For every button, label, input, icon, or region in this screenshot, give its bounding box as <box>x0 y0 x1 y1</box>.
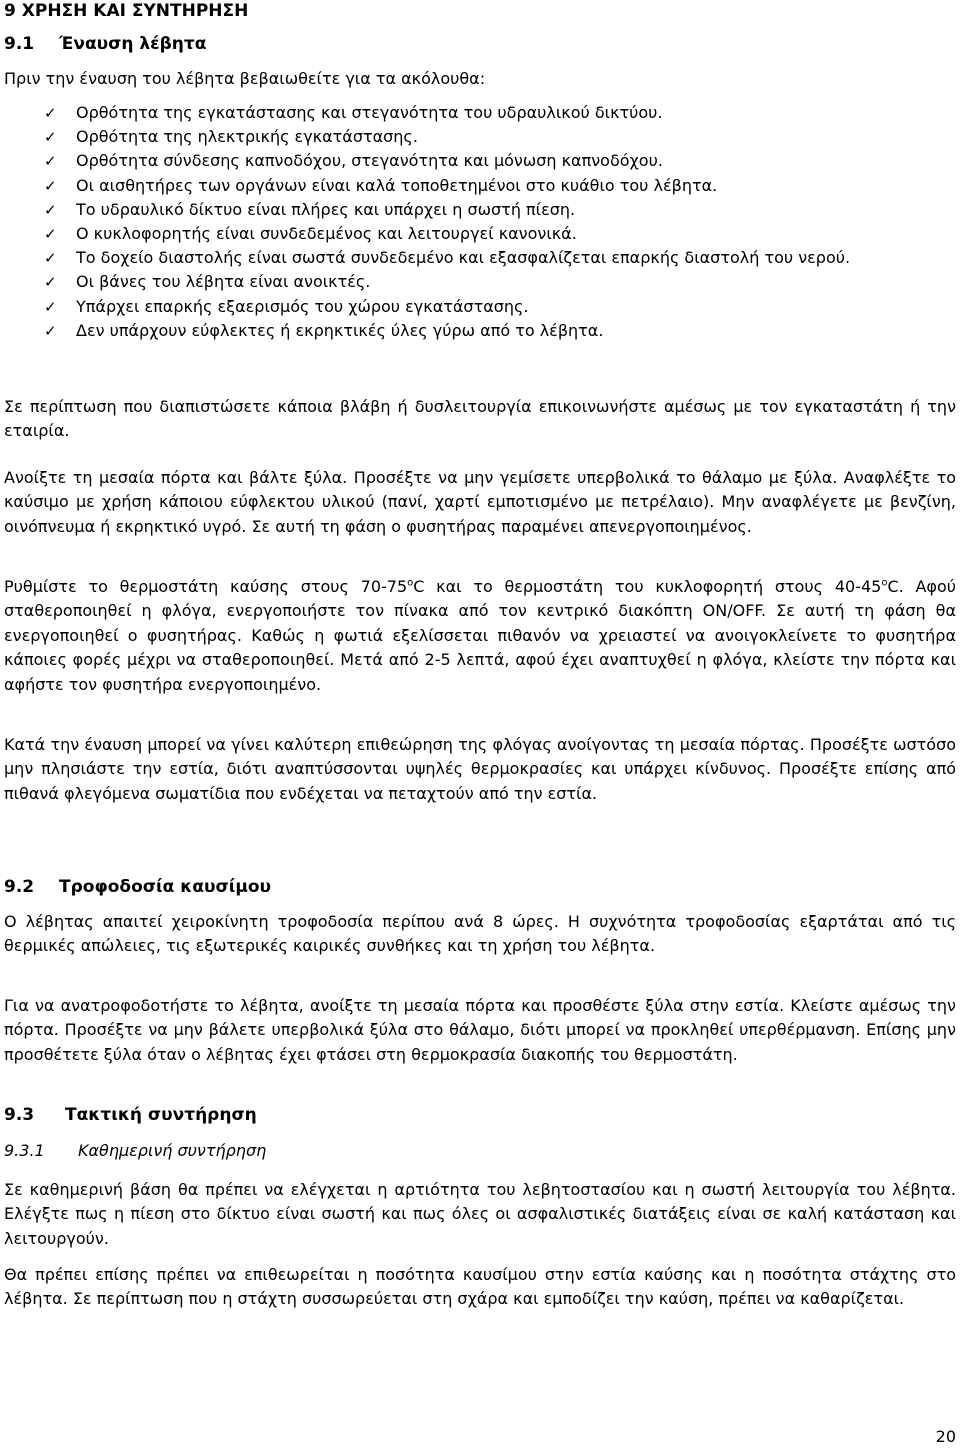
page-number: 20 <box>935 1427 956 1446</box>
checklist-item <box>0 174 956 198</box>
checklist-item-text: Ο κυκλοφορητής είναι συνδεδεμένος και λειτουργεί κανονικά. <box>76 224 577 244</box>
paragraph-feed-1: Ο λέβητας απαιτεί χειροκίνητη τροφοδοσία περίπου ανά 8 ώρες. Η συχνότητα τροφοδοσίας εξαρτάται από τις θερμικές απώλειες, τις εξωτερικές καιρικές συνθήκες και τη χρήση του λέβητα. <box>4 912 956 956</box>
paragraph-open-door: Ανοίξτε τη μεσαία πόρτα και βάλτε ξύλα. Προσέξτε να μην γεμίσετε υπερβολικά το θάλαμο με ξύλα. Αναφλέξτε το καύσιμο με χρήση κάποιου εύφλεκτου υλικού (πανί, χαρτί εμποτισμένο με πετρέλαιο). Μην αναφλέγετε με βενζίνη, οινόπνευμα ή εκρηκτικό υγρό. Σε αυτή τη φάση ο φυσητήρας παραμένει απενεργοποιημένος. <box>4 468 956 536</box>
checklist-item <box>0 319 956 343</box>
paragraph-thermostat <box>4 575 956 697</box>
section-heading-9-1 <box>4 33 206 55</box>
intro-paragraph: Πριν την έναυση του λέβητα βεβαιωθείτε για τα ακόλουθα: <box>4 69 486 88</box>
section-heading-9-3 <box>4 1104 257 1126</box>
checklist-item <box>0 101 956 125</box>
subsection-heading-9-3-1 <box>4 1140 266 1162</box>
paragraph-observe-flame: Κατά την έναυση μπορεί να γίνει καλύτερη επιθεώρηση της φλόγας ανοίγοντας τη μεσαία πόρτας. Προσέξτε ωστόσο μην πλησιάστε την εστία, διότι αναπτύσσονται υψηλές θερμοκρασίες και υπάρχει κίνδυνος. Προσέξτε επίσης από πιθανά φλεγόμενα σωματίδια που ενδέχεται να πεταχτούν από την εστία. <box>4 735 956 803</box>
checklist-item <box>0 246 956 270</box>
check-mark-icon: ✓ <box>44 104 57 122</box>
check-mark-icon: ✓ <box>44 176 57 195</box>
check-mark-icon: ✓ <box>44 321 57 340</box>
thermostat-text-c: C. Αφού σταθεροποιηθεί η φλόγα, ενεργοποιήστε τον πίνακα από τον κεντρικό διακόπτη ON/OFF. Σε αυτή τη φάση θα ενεργοποιηθεί ο φυσητήρας. Καθώς η φωτιά εξελίσσεται πιθανόν να χρειαστεί να ανοιγοκλείνετε το φυσητήρα κάποιες φορές μέχρι να σταθεροποιηθεί. Μετά από 2-5 λεπτά, αφού έχει αναπτυχθεί η φλόγα, κλείστε την πόρτα και αφήστε τον φυσητήρα ενεργοποιημένο. <box>4 577 957 694</box>
checklist-item-text: Το δοχείο διαστολής είναι σωστά συνδεδεμένο και εξασφαλίζεται επαρκής διαστολή του νερού. <box>76 248 851 268</box>
checklist-item <box>0 270 956 294</box>
checklist-item-text: Ορθότητα της ηλεκτρικής εγκατάστασης. <box>76 127 418 147</box>
section-title: Τακτική συντήρηση <box>65 1105 257 1125</box>
paragraph-daily-1: Σε καθημερινή βάση θα πρέπει να ελέγχεται η αρτιότητα του λεβητοστασίου και η σωστή λειτουργία του λέβητα. Ελέγξτε πως η πίεση στο δίκτυο είναι σωστή και πως όλες οι ασφαλιστικές διατάξεις είναι σε καλή κατάσταση και λειτουργούν. <box>4 1180 956 1248</box>
subsection-title: Καθημερινή συντήρηση <box>78 1141 267 1160</box>
check-mark-icon: ✓ <box>44 273 57 292</box>
check-mark-icon: ✓ <box>44 249 57 268</box>
checklist-item-text: Ορθότητα της εγκατάστασης και στεγανότητα του υδραυλικού δικτύου. <box>76 103 663 122</box>
checklist-item <box>0 125 956 149</box>
check-mark-icon: ✓ <box>44 225 57 244</box>
check-mark-icon: ✓ <box>44 297 57 316</box>
checklist-item-text: Οι αισθητήρες των οργάνων είναι καλά τοποθετημένοι στο κυάθιο του λέβητα. <box>76 175 718 195</box>
section-number: 9.3 <box>4 1105 35 1125</box>
checklist-item <box>0 149 956 173</box>
section-number: 9.1 <box>4 34 35 54</box>
chapter-heading: 9 ΧΡΗΣΗ ΚΑΙ ΣΥΝΤΗΡΗΣΗ <box>4 1 249 21</box>
checklist-item-text: Οι βάνες του λέβητα είναι ανοικτές. <box>76 272 371 292</box>
thermostat-text-b: C και το θερμοστάτη του κυκλοφορητή στους 40-45 <box>413 577 882 596</box>
checklist-item <box>0 222 956 246</box>
section-title: Έναυση λέβητα <box>59 34 207 54</box>
section-title: Τροφοδοσία καυσίμου <box>59 877 272 897</box>
check-mark-icon: ✓ <box>44 128 57 147</box>
checklist-item-text: Δεν υπάρχουν εύφλεκτες ή εκρηκτικές ύλες γύρω από το λέβητα. <box>76 320 604 340</box>
checklist-item <box>0 198 956 222</box>
paragraph-feed-2: Για να ανατροφοδοτήστε το λέβητα, ανοίξτε τη μεσαία πόρτα και προσθέστε ξύλα στην εστία. Κλείστε αμέσως την πόρτα. Προσέξτε να μην βάλετε υπερβολικά ξύλα στο θάλαμο, διότι μπορεί να προκληθεί υπερθέρμανση. Επίσης μην προσθέτετε ξύλα όταν ο λέβητας έχει φτάσει στη θερμοκρασία διακοπής του θερμοστάτη. <box>4 996 956 1064</box>
check-mark-icon: ✓ <box>44 200 57 219</box>
section-heading-9-2 <box>4 876 271 898</box>
degree-sign: ο <box>881 577 888 589</box>
section-number: 9.2 <box>4 877 35 897</box>
degree-sign: ο <box>407 577 414 589</box>
check-mark-icon: ✓ <box>44 152 57 171</box>
checklist-item-text: Ορθότητα σύνδεσης καπνοδόχου, στεγανότητα και μόνωση καπνοδόχου. <box>76 151 663 171</box>
pre-ignition-checklist <box>0 101 956 343</box>
paragraph-daily-2: Θα πρέπει επίσης πρέπει να επιθεωρείται η ποσότητα καυσίμου στην εστία καύσης και η ποσότητα στάχτης στο λέβητα. Σε περίπτωση που η στάχτη συσσωρεύεται στη σχάρα και εμποδίζει την καύση, πρέπει να καθαρίζεται. <box>4 1265 956 1309</box>
subsection-number: 9.3.1 <box>4 1141 45 1160</box>
thermostat-text-a: Ρυθμίστε το θερμοστάτη καύσης στους 70-75 <box>4 577 408 596</box>
checklist-item-text: Υπάρχει επαρκής εξαερισμός του χώρου εγκατάστασης. <box>76 296 529 316</box>
checklist-item-text: Το υδραυλικό δίκτυο είναι πλήρες και υπάρχει η σωστή πίεση. <box>76 199 576 219</box>
checklist-item <box>0 295 956 319</box>
paragraph-fault: Σε περίπτωση που διαπιστώσετε κάποια βλάβη ή δυσλειτουργία επικοινωνήστε αμέσως με τον εγκαταστάτη ή την εταιρία. <box>4 397 956 441</box>
